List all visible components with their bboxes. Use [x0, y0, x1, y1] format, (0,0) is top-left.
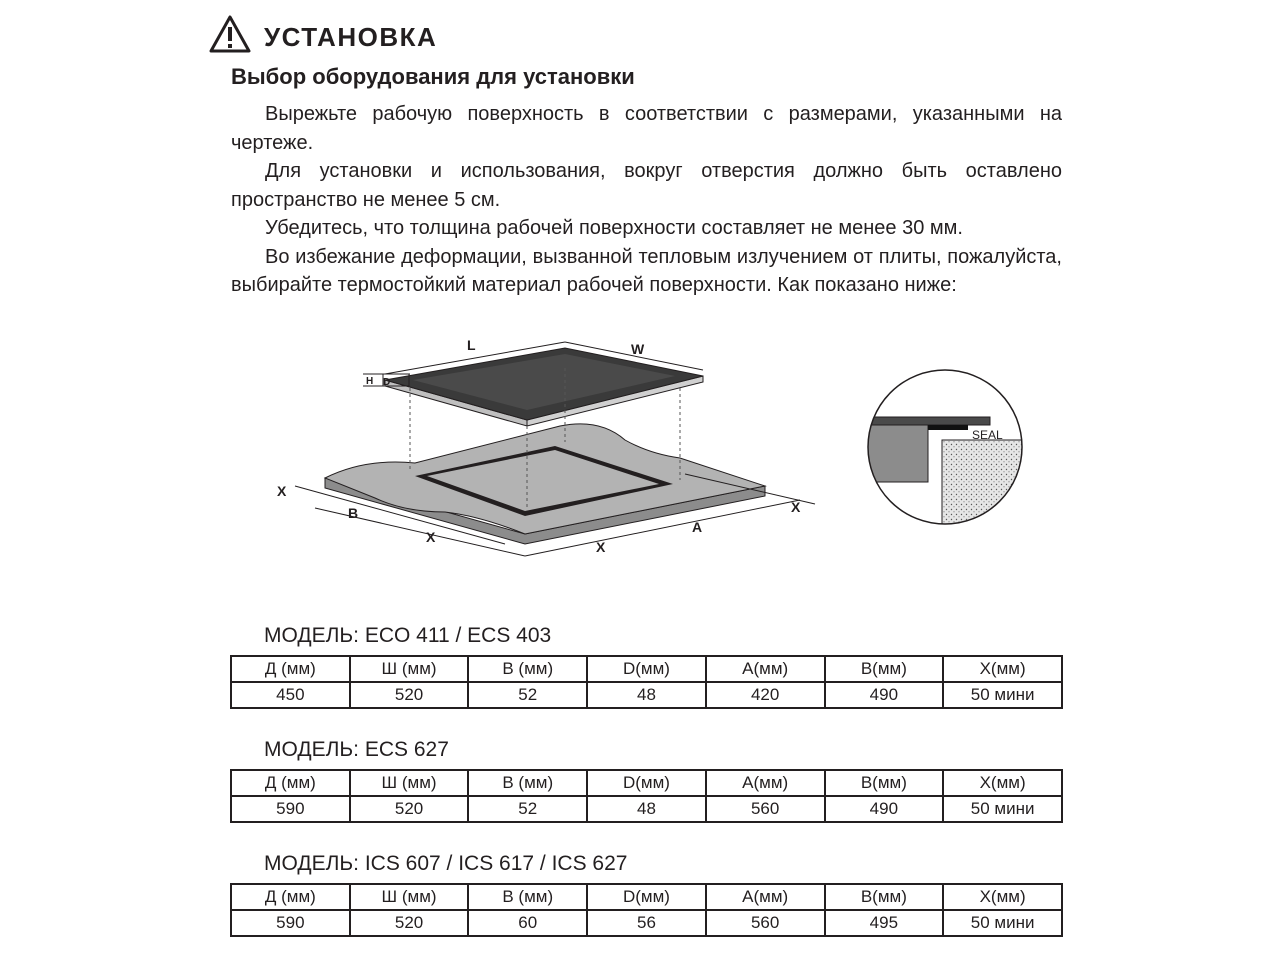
label-L: L — [467, 337, 476, 353]
paragraph: Убедитесь, что толщина рабочей поверхности составляет не менее 30 мм. — [265, 217, 963, 239]
table-header-row — [231, 656, 1062, 682]
cabinet-section — [942, 440, 1030, 528]
label-X-bottom: X — [596, 539, 606, 555]
table-row — [231, 910, 1062, 936]
header-cell: В (мм) — [468, 656, 587, 682]
value-cell: 490 — [825, 682, 944, 708]
model-title: МОДЕЛЬ: ECS 627 — [264, 738, 449, 761]
header-cell: Ш (мм) — [350, 770, 469, 796]
model-title: МОДЕЛЬ: ECO 411 / ECS 403 — [264, 624, 552, 647]
table-header-row — [231, 884, 1062, 910]
value-cell: 520 — [350, 910, 469, 936]
header-cell: D(мм) — [587, 770, 706, 796]
seal-detail-diagram — [860, 368, 1030, 528]
value-cell: 590 — [231, 796, 350, 822]
paragraph: Для установки и использования, вокруг отверстия должно быть оставлено пространство не менее 5 см. — [231, 160, 1062, 211]
label-X-bottom-left: X — [426, 529, 436, 545]
installation-diagram — [255, 330, 825, 560]
countertop-section — [860, 424, 928, 482]
value-cell: 50 мини — [943, 796, 1062, 822]
header-cell: Ш (мм) — [350, 884, 469, 910]
table-row — [231, 796, 1062, 822]
label-H: H — [366, 376, 374, 387]
warning-triangle-icon — [208, 14, 252, 54]
seal-label: SEAL — [972, 428, 1003, 442]
spec-table — [230, 655, 1063, 709]
label-B: B — [348, 505, 359, 521]
spec-table — [230, 769, 1063, 823]
header-cell: В (мм) — [468, 770, 587, 796]
value-cell: 560 — [706, 910, 825, 936]
header-cell: В(мм) — [825, 770, 944, 796]
section-header — [208, 10, 437, 58]
value-cell: 52 — [468, 796, 587, 822]
value-cell: 48 — [587, 796, 706, 822]
value-cell: 50 мини — [943, 682, 1062, 708]
table-header-row — [231, 770, 1062, 796]
label-X-left: X — [277, 483, 287, 499]
header-cell: D(мм) — [587, 884, 706, 910]
paragraph: Вырежьте рабочую поверхность в соответствии с размерами, указанными на чертеже. — [231, 103, 1062, 154]
header-cell: D(мм) — [587, 656, 706, 682]
value-cell: 420 — [706, 682, 825, 708]
header-cell: Д (мм) — [231, 770, 350, 796]
label-X-right: X — [791, 499, 801, 515]
label-A: A — [692, 519, 703, 535]
value-cell: 60 — [468, 910, 587, 936]
value-cell: 495 — [825, 910, 944, 936]
value-cell: 52 — [468, 682, 587, 708]
seal-strip — [928, 425, 968, 430]
value-cell: 520 — [350, 796, 469, 822]
value-cell: 56 — [587, 910, 706, 936]
value-cell: 560 — [706, 796, 825, 822]
table-row — [231, 682, 1062, 708]
header-cell: Д (мм) — [231, 656, 350, 682]
header-cell: А(мм) — [706, 884, 825, 910]
header-cell: В(мм) — [825, 656, 944, 682]
value-cell: 490 — [825, 796, 944, 822]
header-cell: В(мм) — [825, 884, 944, 910]
header-cell: Ш (мм) — [350, 656, 469, 682]
hob-edge — [860, 417, 990, 425]
label-D: D — [383, 377, 391, 388]
section-title: УСТАНОВКА — [264, 21, 438, 52]
header-cell: Х(мм) — [943, 656, 1062, 682]
header-cell: В (мм) — [468, 884, 587, 910]
subsection-title: Выбор оборудования для установки — [231, 64, 635, 89]
value-cell: 50 мини — [943, 910, 1062, 936]
model-title: МОДЕЛЬ: ICS 607 / ICS 617 / ICS 627 — [264, 852, 628, 875]
header-cell: Д (мм) — [231, 884, 350, 910]
header-cell: Х(мм) — [943, 770, 1062, 796]
paragraph: Во избежание деформации, вызванной тепловым излучением от плиты, пожалуйста, выбирайте термостойкий материал рабочей поверхности. Как показано ниже: — [231, 245, 1062, 296]
header-cell: Х(мм) — [943, 884, 1062, 910]
value-cell: 520 — [350, 682, 469, 708]
value-cell: 450 — [231, 682, 350, 708]
value-cell: 590 — [231, 910, 350, 936]
label-W: W — [631, 341, 645, 357]
spec-table — [230, 883, 1063, 937]
value-cell: 48 — [587, 682, 706, 708]
header-cell: А(мм) — [706, 770, 825, 796]
instructions-text — [231, 100, 1062, 300]
header-cell: А(мм) — [706, 656, 825, 682]
